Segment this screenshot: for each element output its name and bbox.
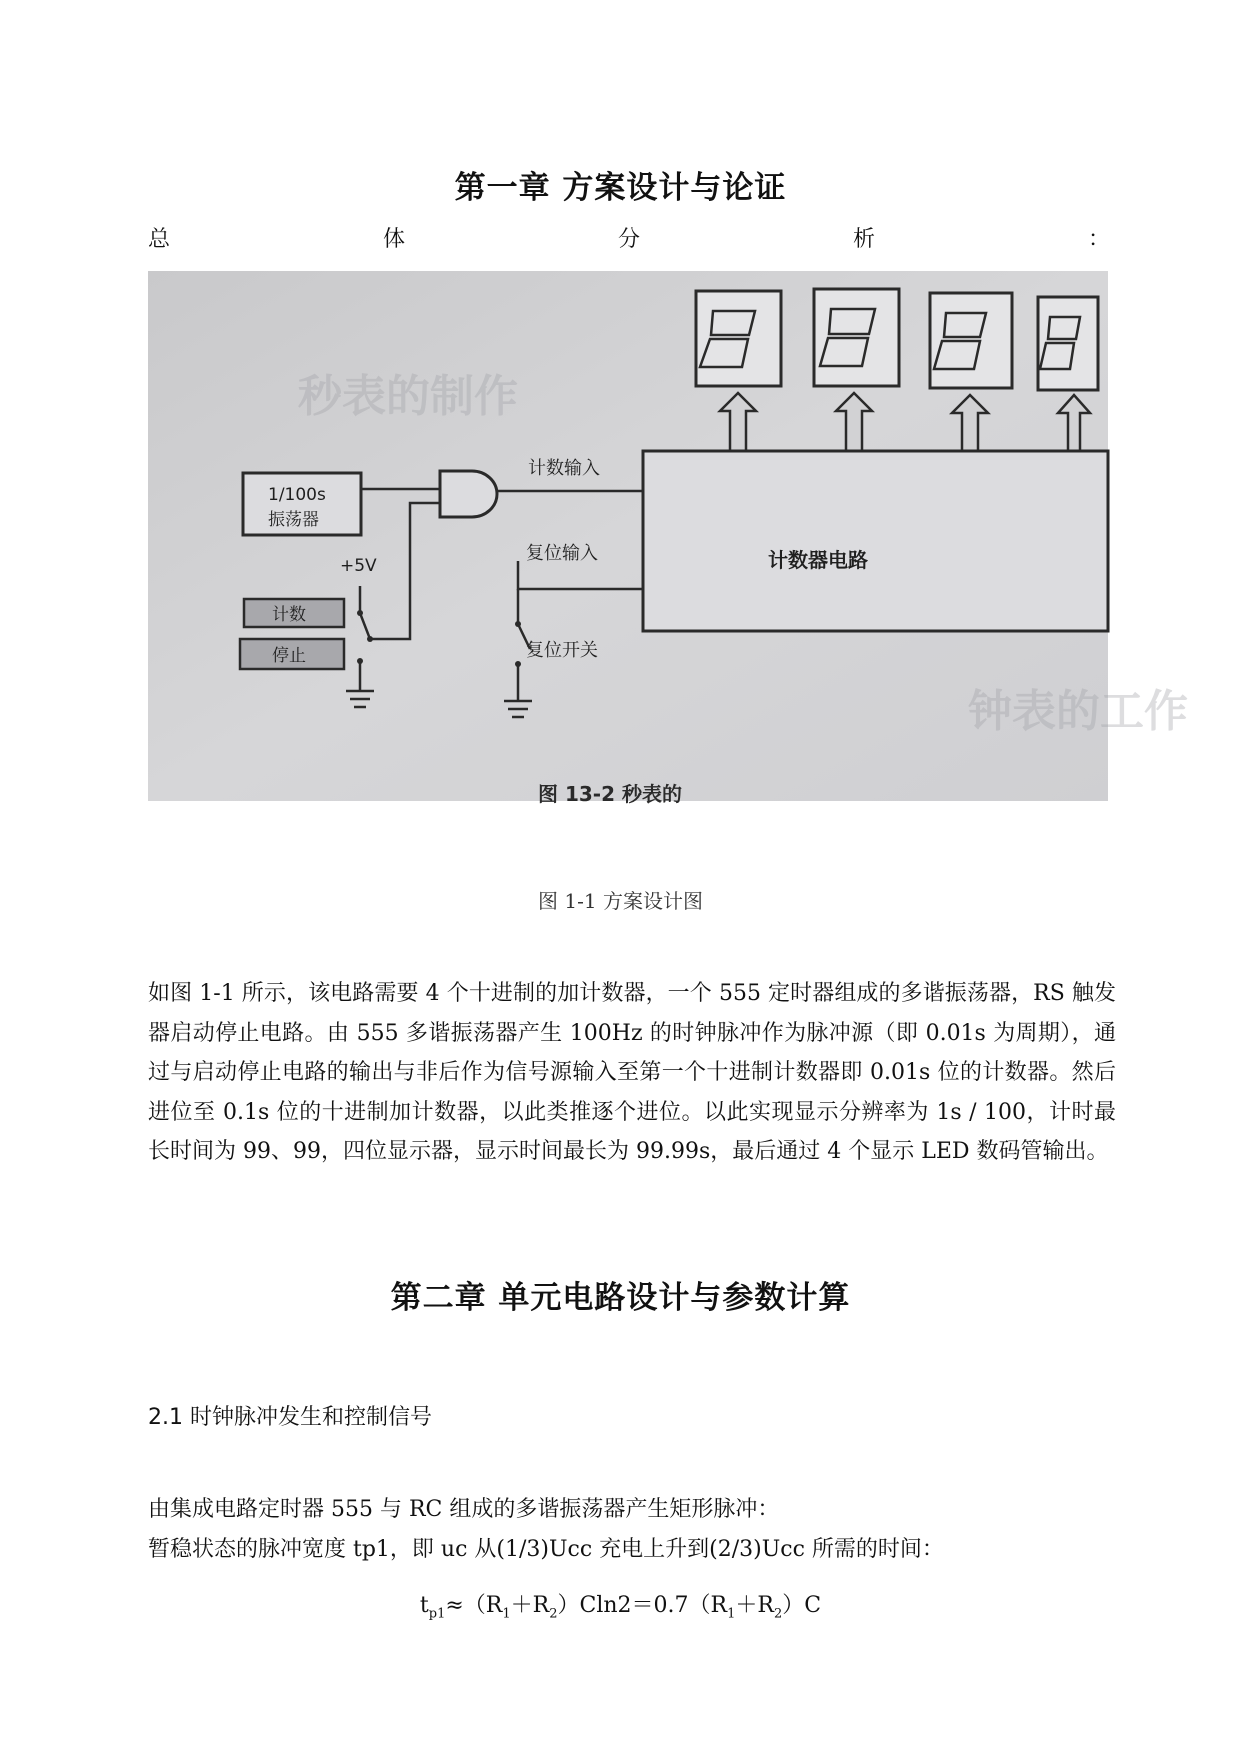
formula-sub: 1 <box>727 1606 736 1622</box>
formula-part: t <box>419 1593 429 1618</box>
formula-part: ）C <box>782 1593 822 1618</box>
reset-input-label: 复位输入 <box>526 543 598 564</box>
chapter-2-title: 第二章 单元电路设计与参数计算 <box>390 1280 851 1316</box>
count-button-label: 计数 <box>272 605 306 625</box>
vcc-label: +5V <box>340 556 377 576</box>
heading-char: 析 <box>852 227 875 252</box>
svg-text:钟表的工作: 钟表的工作 <box>968 686 1188 737</box>
svg-text:图 13-2 秒表的: 图 13-2 秒表的 <box>538 782 682 806</box>
seven-segment-display <box>696 289 1098 390</box>
reset-switch-label: 复位开关 <box>526 640 598 661</box>
and-gate-icon <box>440 471 497 517</box>
count-input-label: 计数输入 <box>528 458 600 479</box>
formula-sub: 1 <box>502 1606 511 1622</box>
formula-part: ）Cln2＝0.7（R <box>557 1593 728 1618</box>
heading-char: 体 <box>382 227 405 252</box>
overall-analysis-heading <box>148 222 1110 252</box>
heading-char: 总 <box>148 227 171 252</box>
section-heading: 2.1 时钟脉冲发生和控制信号 <box>148 1405 432 1430</box>
scheme-diagram-photo <box>148 271 1188 806</box>
counter-circuit-box <box>643 451 1108 631</box>
chapter-1-title: 第一章 方案设计与论证 <box>454 170 787 206</box>
stop-button-label: 停止 <box>272 646 306 666</box>
formula-sub: 2 <box>549 1606 558 1622</box>
counter-circuit-label: 计数器电路 <box>768 548 868 572</box>
oscillator-label-1: 1/100s <box>268 485 326 505</box>
formula-sub: p1 <box>428 1606 446 1622</box>
oscillator-label-2: 振荡器 <box>268 510 319 530</box>
heading-char: ： <box>1087 227 1110 252</box>
body-line: 暂稳状态的脉冲宽度 tp1，即 uc 从(1/3)Ucc 充电上升到(2/3)Ucc 所需的时间： <box>148 1537 944 1562</box>
formula-part: ≈（R <box>445 1593 503 1618</box>
formula-sub: 2 <box>773 1606 783 1622</box>
body-line: 由集成电路定时器 555 与 RC 组成的多谐振荡器产生矩形脉冲： <box>148 1497 780 1522</box>
formula-part: ＋R <box>510 1593 550 1618</box>
body-paragraph: 如图 1-1 所示，该电路需要 4 个十进制的加计数器，一个 555 定时器组成的多谐振荡器，RS 触发器启动停止电路。由 555 多谐振荡器产生 100Hz 的时钟脉冲作为脉冲源（即 0.01s 为周期），通过与启动停止电路的输出与非后作为信号源输入至第一个十进制计数器即 0.01s 位的计数器。然后进位至 0.1s 位的十进制加计数器，以此类推逐个进位。以此实现显示分辨率为 1s / 100，计时最长时间为 99、99，四位显示器，显示时间最长为 99.99s，最后通过 4 个显示 LED 数码管输出。 <box>148 981 1116 1165</box>
figure-caption: 图 1-1 方案设计图 <box>538 889 703 913</box>
heading-char: 分 <box>617 227 640 252</box>
formula <box>0 1588 1241 1621</box>
formula-part: ＋R <box>735 1593 774 1618</box>
svg-text:秒表的制作: 秒表的制作 <box>298 371 518 422</box>
